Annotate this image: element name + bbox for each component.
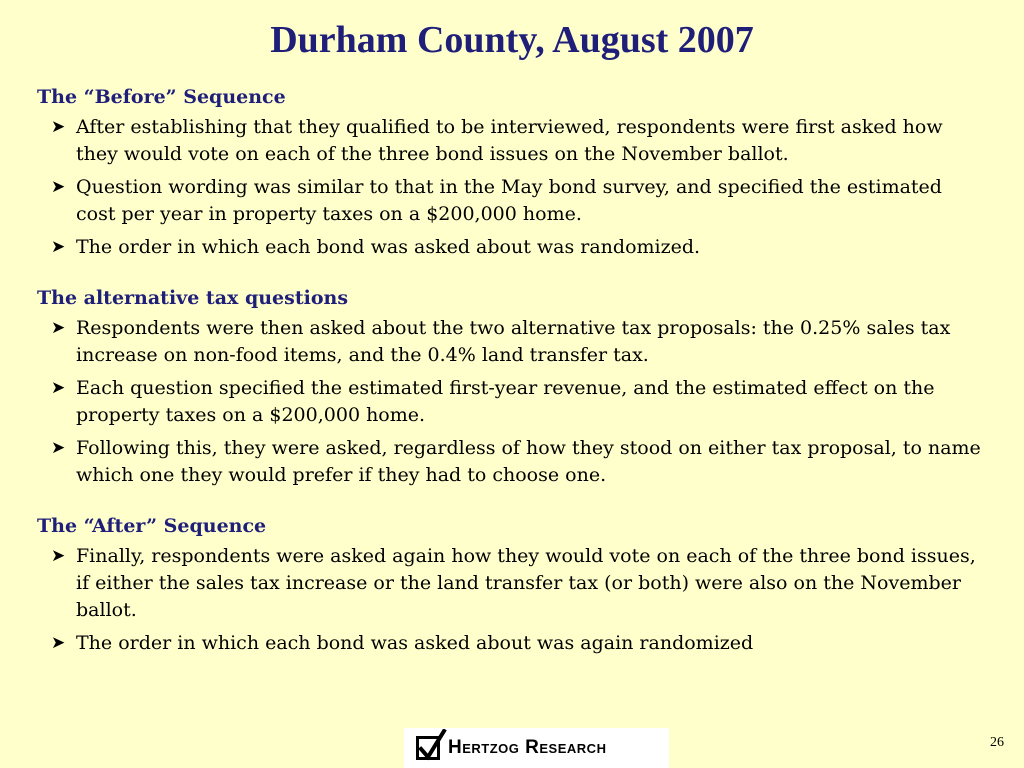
bullet-text: The order in which each bond was asked about was randomized.: [76, 236, 701, 258]
bullet-text: Following this, they were asked, regardless of how they stood on either tax proposal, to name which one they would prefer if they had to choose one.: [76, 437, 981, 486]
slide-title: Durham County, August 2007: [270, 19, 754, 61]
bullet-item: [37, 630, 987, 657]
page-number: 26: [990, 735, 1004, 750]
bullet-text: Each question specified the estimated first-year revenue, and the estimated effect on the property taxes on a $200,000 home.: [76, 377, 935, 426]
arrow-bullet-icon: ➤: [51, 438, 66, 458]
bullet-item: [37, 114, 987, 168]
arrow-bullet-icon: ➤: [51, 237, 66, 257]
hertzog-research-logo: [404, 728, 669, 768]
section-heading: The alternative tax questions: [37, 287, 349, 309]
bullet-text: Finally, respondents were asked again how they would vote on each of the three bond issues, if either the sales tax increase or the land transfer tax (or both) were also on the November ballot.: [76, 545, 976, 621]
bullet-text: After establishing that they qualified to be interviewed, respondents were first asked how they would vote on each of the three bond issues on the November ballot.: [76, 116, 943, 165]
bullet-list: [37, 543, 987, 657]
section-heading: The “After” Sequence: [37, 515, 267, 537]
section-alternative-tax-questions: [37, 284, 987, 489]
logo-text: Hertzog Research: [448, 737, 607, 758]
arrow-bullet-icon: ➤: [51, 378, 66, 398]
arrow-bullet-icon: ➤: [51, 546, 66, 566]
bullet-item: [37, 234, 987, 261]
section-heading: The “Before” Sequence: [37, 86, 286, 108]
bullet-list: [37, 315, 987, 489]
bullet-text: Respondents were then asked about the two alternative tax proposals: the 0.25% sales tax increase on non-food items, and the 0.4% land transfer tax.: [76, 317, 951, 366]
arrow-bullet-icon: ➤: [51, 318, 66, 338]
bullet-item: [37, 375, 987, 429]
slide-content: [37, 83, 987, 680]
bullet-text: Question wording was similar to that in the May bond survey, and specified the estimated cost per year in property taxes on a $200,000 home.: [76, 176, 942, 225]
section-after-sequence: [37, 512, 987, 657]
section-before-sequence: [37, 83, 987, 261]
arrow-bullet-icon: ➤: [51, 177, 66, 197]
bullet-item: [37, 435, 987, 489]
bullet-list: [37, 114, 987, 261]
arrow-bullet-icon: ➤: [51, 117, 66, 137]
bullet-item: [37, 315, 987, 369]
arrow-bullet-icon: ➤: [51, 633, 66, 653]
bullet-text: The order in which each bond was asked about was again randomized: [76, 632, 754, 654]
checkbox-check-icon: [416, 736, 440, 760]
bullet-item: [37, 174, 987, 228]
bullet-item: [37, 543, 987, 624]
